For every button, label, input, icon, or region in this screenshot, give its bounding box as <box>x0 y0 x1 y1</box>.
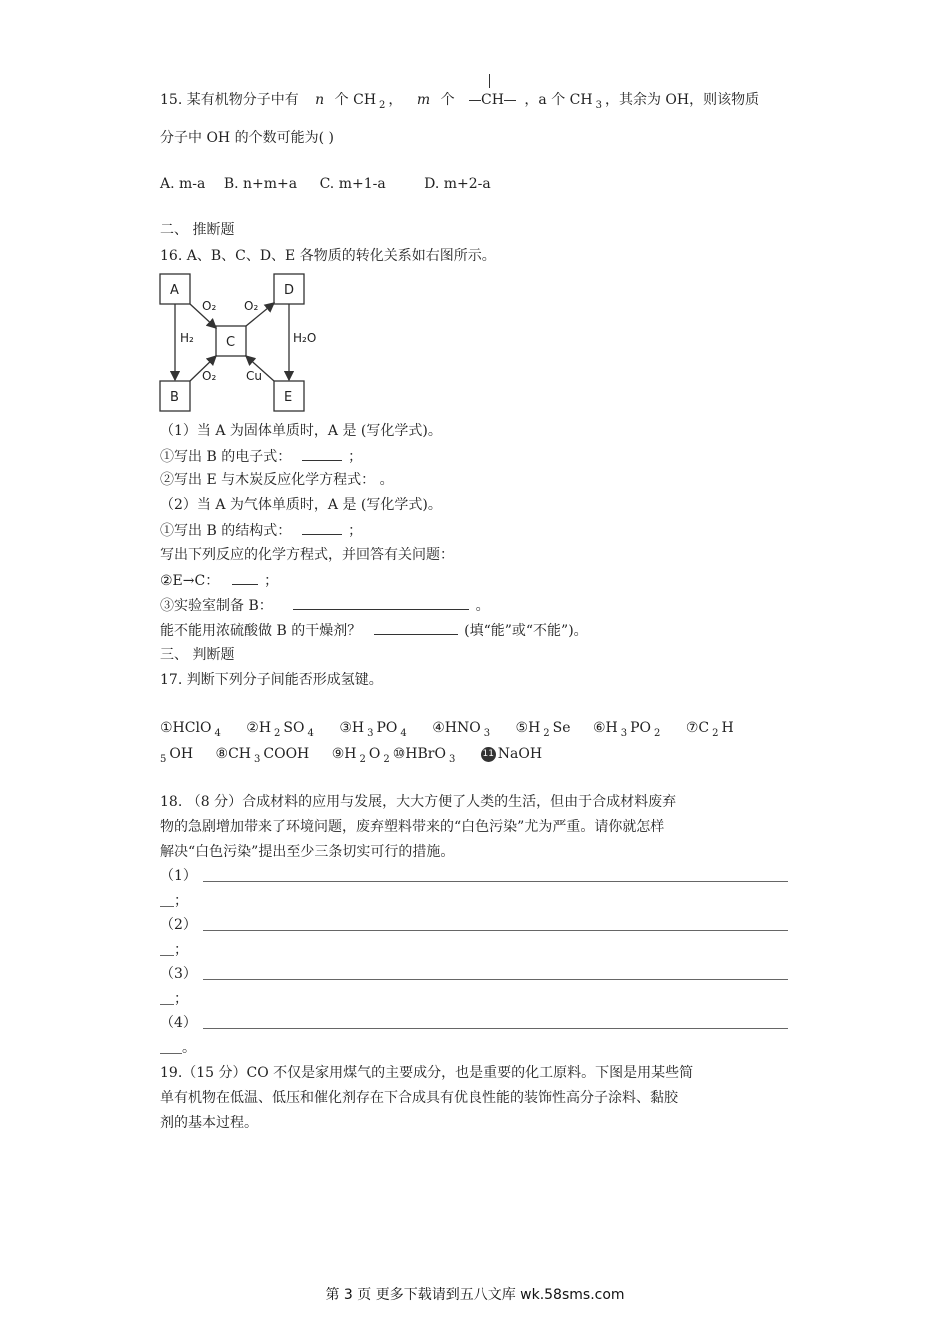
q16-p4-text: 能不能用浓硫酸做 B 的干燥剂？ <box>160 623 362 639</box>
q17-item-8: ⑧CH $_3$ COOH <box>215 746 310 765</box>
answer-blank-b-structure[interactable] <box>302 520 342 535</box>
q15-text-b: 个 CH <box>334 92 377 108</box>
q16-p3-3-text: ③实验室制备 B： <box>160 598 273 614</box>
q15-option-a: A. m-a <box>160 176 206 192</box>
ch-bond-right <box>504 100 516 101</box>
q17-c2h5-sub: 5 <box>160 754 167 765</box>
q16-part1-q1 <box>160 446 362 467</box>
answer-blank-drying-agent[interactable] <box>374 620 458 635</box>
q16-part1-q2: ②写出 E 与木炭反应化学方程式： 。 <box>160 472 394 488</box>
q18-end-2: ； <box>174 942 188 958</box>
q17-item-11: 11 NaOH <box>482 746 543 762</box>
q17-item-2: ②H $_2$ SO $_4$ <box>246 720 314 739</box>
q15-option-b: B. n+m+a <box>223 176 298 192</box>
q15-ge: 个 <box>440 92 455 108</box>
q17-item-1: ①HClO $_4$ <box>160 720 221 739</box>
q18-answer-tail-1[interactable] <box>160 905 174 907</box>
q15-option-c: C. m+1-a <box>319 176 386 192</box>
q18-line1: 18. （8 分）合成材料的应用与发展，大大方便了人类的生活，但由于合成材料废弃 <box>160 794 677 810</box>
q18-item-3-label: （3） <box>160 966 197 982</box>
q16-part3-q3 <box>160 595 490 616</box>
answer-blank-e-to-c[interactable] <box>232 570 258 585</box>
q17-item-4: ④HNO $_3$ <box>432 720 491 739</box>
q18-answer-line-2[interactable] <box>203 929 788 931</box>
q15-line1 <box>160 90 759 112</box>
page-footer: 第 3 页 更多下载请到五八文库 wk.58sms.com <box>325 1287 625 1303</box>
q17-row2 <box>160 744 542 766</box>
q15-m: m <box>416 92 431 108</box>
q16-p3-2-text: ②E→C： <box>160 573 220 589</box>
q19-line2: 单有机物在低温、低压和催化剂存在下合成具有优良性能的装饰性高分子涂料、黏胶 <box>160 1090 678 1106</box>
node-c: C <box>226 335 236 350</box>
q17-item-6: ⑥H $_3$ PO $_2$ <box>593 720 661 739</box>
section-3-heading: 三、 判断题 <box>160 647 235 663</box>
q15-text-a: 15. 某有机物分子中有 <box>160 92 299 108</box>
q16-stem: 16. A、B、C、D、E 各物质的转化关系如右图所示。 <box>160 248 496 264</box>
q18-answer-tail-3[interactable] <box>160 1003 174 1005</box>
q15-options <box>160 174 491 194</box>
q17-stem: 17. 判断下列分子间能否形成氢键。 <box>160 672 383 688</box>
ch-group-label: CH <box>481 92 504 108</box>
ch-bond-vertical <box>489 74 490 88</box>
q16-part4 <box>160 620 588 641</box>
q17-item-10: ⑩HBrO $_3$ <box>392 746 456 765</box>
q16-part1: （1）当 A 为固体单质时，A 是 (写化学式)。 <box>160 423 442 439</box>
node-e: E <box>284 390 293 405</box>
q15-sub2: 2 <box>379 100 386 111</box>
q17-item-9: ⑨H $_2$ O $_2$ <box>331 746 390 765</box>
q15-text-c: ，a 个 CH <box>524 92 593 108</box>
q18-item-4-label: （4） <box>160 1015 197 1031</box>
ch-group-structure <box>469 90 516 110</box>
q18-answer-line-1[interactable] <box>203 880 788 882</box>
label-a-c: O₂ <box>202 299 217 313</box>
q17-oh: OH <box>169 746 194 762</box>
q17-item-7: ⑦C $_2$ H <box>685 720 734 739</box>
q16-part3: 写出下列反应的化学方程式，并回答有关问题： <box>160 547 454 563</box>
q18-end-3: ； <box>174 991 188 1007</box>
label-a-b: H₂ <box>180 331 194 345</box>
q18-answer-line-4[interactable] <box>203 1027 788 1029</box>
q17-item-3: ③H $_3$ PO $_4$ <box>339 720 407 739</box>
q18-item-2-label: （2） <box>160 917 197 933</box>
q16-p2-1-end: ； <box>348 523 363 539</box>
q16-p2-1-text: ①写出 B 的结构式： <box>160 523 292 539</box>
label-d-e: H₂O <box>293 331 317 345</box>
q18-line3: 解决“白色污染”提出至少三条切实可行的措施。 <box>160 844 455 860</box>
q17-item-5: ⑤H $_2$ Se <box>515 720 571 739</box>
node-a: A <box>170 283 179 298</box>
q16-p1-1-text: ①写出 B 的电子式： <box>160 449 292 465</box>
q16-diagram <box>150 268 340 416</box>
q18-end-1: ； <box>174 893 188 909</box>
q18-answer-tail-4[interactable] <box>160 1052 182 1054</box>
section-2-heading: 二、 推断题 <box>160 222 235 238</box>
answer-blank-prepare-b[interactable] <box>293 595 469 610</box>
q15-line2: 分子中 OH 的个数可能为( ) <box>160 130 334 146</box>
answer-blank-b-electron[interactable] <box>302 446 342 461</box>
q15-sub3: 3 <box>595 100 602 111</box>
ch-bond-left <box>469 100 481 101</box>
q17-row1 <box>160 718 734 740</box>
q18-item-1-label: （1） <box>160 868 197 884</box>
q18-answer-line-3[interactable] <box>203 978 788 980</box>
q19-line3: 剂的基本过程。 <box>160 1115 258 1131</box>
label-b-c: O₂ <box>202 369 217 383</box>
q16-p3-3-end: 。 <box>475 598 490 614</box>
q15-n: n <box>315 92 325 108</box>
q16-p3-2-end: ； <box>264 573 279 589</box>
node-b: B <box>170 390 179 405</box>
q18-end-4: 。 <box>182 1040 196 1056</box>
label-e-c: Cu <box>246 369 262 383</box>
q18-line2: 物的急剧增加带来了环境问题，废弃塑料带来的“白色污染”尤为严重。请你就怎样 <box>160 819 665 835</box>
q15-comma: ， <box>388 92 403 108</box>
circled-11-icon: 11 <box>481 747 496 762</box>
node-d: D <box>284 283 295 298</box>
q16-part2: （2）当 A 为气体单质时，A 是 (写化学式)。 <box>160 497 442 513</box>
q15-option-d: D. m+2-a <box>424 176 491 192</box>
q16-part3-q2 <box>160 570 278 591</box>
label-c-d: O₂ <box>244 299 259 313</box>
q15-text-d: ，其余为 OH，则该物质 <box>604 92 760 108</box>
q16-part2-q1 <box>160 520 362 541</box>
q19-line1: 19.（15 分）CO 不仅是家用煤气的主要成分，也是重要的化工原料。下图是用某些简 <box>160 1065 694 1081</box>
q18-answer-tail-2[interactable] <box>160 954 174 956</box>
q16-p4-end: (填“能”或“不能”)。 <box>464 623 588 639</box>
q16-p1-1-end: ； <box>348 449 363 465</box>
